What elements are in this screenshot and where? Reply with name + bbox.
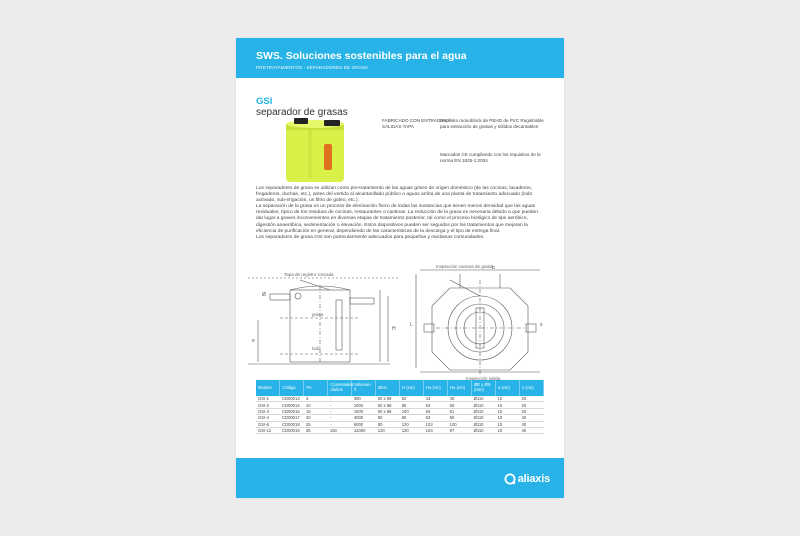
table-cell: GSI-4 (256, 415, 280, 421)
body-paragraph: La separación de la grasa es un proceso de eliminación físico de todas las sustancias que tienen menos densidad que las aguas residuales, típico de los residuos de cocinas, restaurantes o cantinas. La reducción de la grasa es necesaria debido a que pueden dar lugar a graves inconvenientes en diversas etapas de tratamiento posterior, tal como el proceso biológico de tipo aeróbico, digestión anaeróbica, sedimentación o elevación. Estos dispositivos pueden ser seguidos por los tratamientos que mejoran la eficiencia de purificación en general, dependiendo de las características de la descarga y el tipo de entrega final. (256, 204, 538, 234)
lodo-label: lodo (312, 346, 321, 351)
table-cell: GSI-1 (256, 396, 280, 402)
table-cell: 80 (376, 421, 400, 427)
col-header: ØxH (376, 380, 400, 396)
table-row (256, 427, 544, 433)
top-view-drawing (416, 270, 540, 376)
logo-mark-icon (504, 473, 516, 485)
diameter-label: Ø (262, 292, 266, 298)
table-cell: 84 (424, 408, 448, 414)
table-cell: 4000 (352, 415, 376, 421)
table-cell: 103 (424, 421, 448, 427)
header-band (236, 38, 564, 78)
tank-body (286, 124, 344, 182)
inspection-top-label: Inspección camara de grasa (436, 264, 493, 269)
table-cell: - (328, 408, 352, 414)
table-cell: CD00014 (280, 402, 304, 408)
table-cell: 10 (496, 427, 520, 433)
page-subtitle: PRETRATAMIENTOS - SEPARADORES DE GRASA (256, 65, 369, 70)
product-name: separador de grasas (256, 107, 348, 118)
outlet-pipe (324, 120, 340, 126)
table-cell: 10 (496, 408, 520, 414)
table-cell: 40 (519, 427, 543, 433)
table-cell: 10 (496, 415, 520, 421)
table-cell: GSI-6 (256, 421, 280, 427)
col-header: s (cm) (519, 380, 543, 396)
logo-text: aliaxis (517, 473, 550, 485)
table-cell: 100 (400, 408, 424, 414)
table-cell: CD00015 (280, 408, 304, 414)
table-cell: Ø110 (472, 408, 496, 414)
table-cell: 20 (519, 396, 543, 402)
table-cell: 60 (448, 402, 472, 408)
orange-handle (324, 144, 332, 170)
feature-description: Depósito monoblock de PEHD de PVC Registrable para extracción de grasas y sólidos decantables (440, 118, 544, 129)
table-cell: - (328, 402, 352, 408)
table-cell: 10 (496, 421, 520, 427)
footer-band (236, 458, 564, 498)
table-cell: 120 (400, 421, 424, 427)
table-cell: Ø110 (472, 427, 496, 433)
table-cell: Ø110 (472, 402, 496, 408)
col-header: Código (280, 380, 304, 396)
table-cell: 390 (352, 396, 376, 402)
table-cell: - (328, 415, 352, 421)
grasa-label: grasa (312, 312, 324, 317)
table-cell: CD00019 (280, 427, 304, 433)
table-cell: - (328, 421, 352, 427)
table-cell: 20 (519, 408, 543, 414)
inlet-pipe (294, 118, 308, 124)
inspection-bottom-label: Inspección salida (466, 376, 501, 380)
table-cell: 120 (400, 427, 424, 433)
col-header: Modelo (256, 380, 280, 396)
table-cell: 80 (400, 402, 424, 408)
body-paragraph: Los separadores de grasa GSI son particularmente adecuados para pequeñas y medianas comunidades. (256, 234, 485, 240)
col-header: ØE y ØS (mm) (472, 380, 496, 396)
table-cell: 10 (496, 396, 520, 402)
table-cell: 63 (424, 415, 448, 421)
table-cell: CD00013 (280, 396, 304, 402)
table-cell: 120 (376, 427, 400, 433)
table-cell: 60 x 88 (376, 396, 400, 402)
table-cell: 60 (448, 415, 472, 421)
table-cell: GSI-12 (256, 427, 280, 433)
product-code: GSI (256, 96, 273, 107)
table-cell: 103 (424, 427, 448, 433)
col-header: a (cm) (496, 380, 520, 396)
b-label: b (492, 265, 495, 271)
col-header: Volumen lt (352, 380, 376, 396)
col-header: He (cm) (448, 380, 472, 396)
rib (308, 128, 312, 178)
table-cell: 40 (448, 396, 472, 402)
table-cell: 60 x 88 (376, 408, 400, 414)
table-cell: Ø110 (472, 415, 496, 421)
table-cell: 1000 (352, 402, 376, 408)
table-cell: 35 (304, 427, 328, 433)
col-header: H (cm) (400, 380, 424, 396)
table-cell: GSI-2 (256, 402, 280, 408)
table-cell: 6000 (352, 421, 376, 427)
ce-description: Marcados CE cumpliendo con los requisitos de la norma EN 1825-1:2004 (440, 152, 541, 163)
table-cell: 40 (519, 415, 543, 421)
col-header: Pe (304, 380, 328, 396)
aliaxis-logo (504, 472, 550, 486)
l-label: L (410, 322, 413, 328)
body-text (256, 186, 546, 241)
table-cell: 1500 (352, 408, 376, 414)
product-photo (280, 118, 352, 184)
table-cell: 63 (424, 402, 448, 408)
table-cell: - (328, 396, 352, 402)
page-title: SWS. Soluciones sostenibles para el agua (256, 50, 467, 62)
table-cell: Ø110 (472, 396, 496, 402)
s-label: s (540, 322, 543, 328)
models-table (256, 380, 544, 434)
table-cell: 80 (376, 415, 400, 421)
col-header: Hs (cm) (424, 380, 448, 396)
table-cell: 150 (328, 427, 352, 433)
table-cell: 10 (304, 402, 328, 408)
table-cell: 80 (400, 415, 424, 421)
table-cell: 40 (519, 421, 543, 427)
table-cell: 25 (304, 421, 328, 427)
fabricado-text: FABRICADO CON ENTRADAS Y SALIDAS TAPA (382, 118, 451, 129)
table-header-row (256, 380, 544, 396)
table-body (256, 396, 544, 434)
table-cell: 20 (519, 402, 543, 408)
table-cell: GSI-3 (256, 408, 280, 414)
tapa-label: Tapa de registro roscada (284, 272, 334, 277)
table-cell: 20 (304, 415, 328, 421)
datasheet-page (236, 38, 564, 498)
table-cell: 15 (304, 408, 328, 414)
table-cell: 60 x 88 (376, 402, 400, 408)
table-cell: CD00017 (280, 415, 304, 421)
table-cell: Ø110 (472, 421, 496, 427)
table-cell: 10 (496, 402, 520, 408)
side-view-drawing (248, 278, 400, 364)
table-cell: CD00018 (280, 421, 304, 427)
table-cell: 12000 (352, 427, 376, 433)
table-cell: 97 (448, 427, 472, 433)
table-cell: 43 (424, 396, 448, 402)
h-label: H (392, 326, 396, 332)
body-paragraph: Los separadores de grasa se utilizan como pre-tratamiento de las aguas grises de origen doméstico (de las cocinas, lavaderos, fregaderos, duchas, etc.), antes del vertido al alcantarillado público o aguas arriba de una planta de tratamiento adecuado (lodo activado, sub-irrigación, un filtro de goteo, etc.). (256, 186, 533, 204)
col-header: Comensales diarios (328, 380, 352, 396)
table-cell: 62 (400, 396, 424, 402)
table-cell: 3 (304, 396, 328, 402)
e-label: e (252, 338, 255, 344)
table-cell: 81 (448, 408, 472, 414)
table-cell: 100 (448, 421, 472, 427)
technical-drawings (240, 260, 558, 380)
